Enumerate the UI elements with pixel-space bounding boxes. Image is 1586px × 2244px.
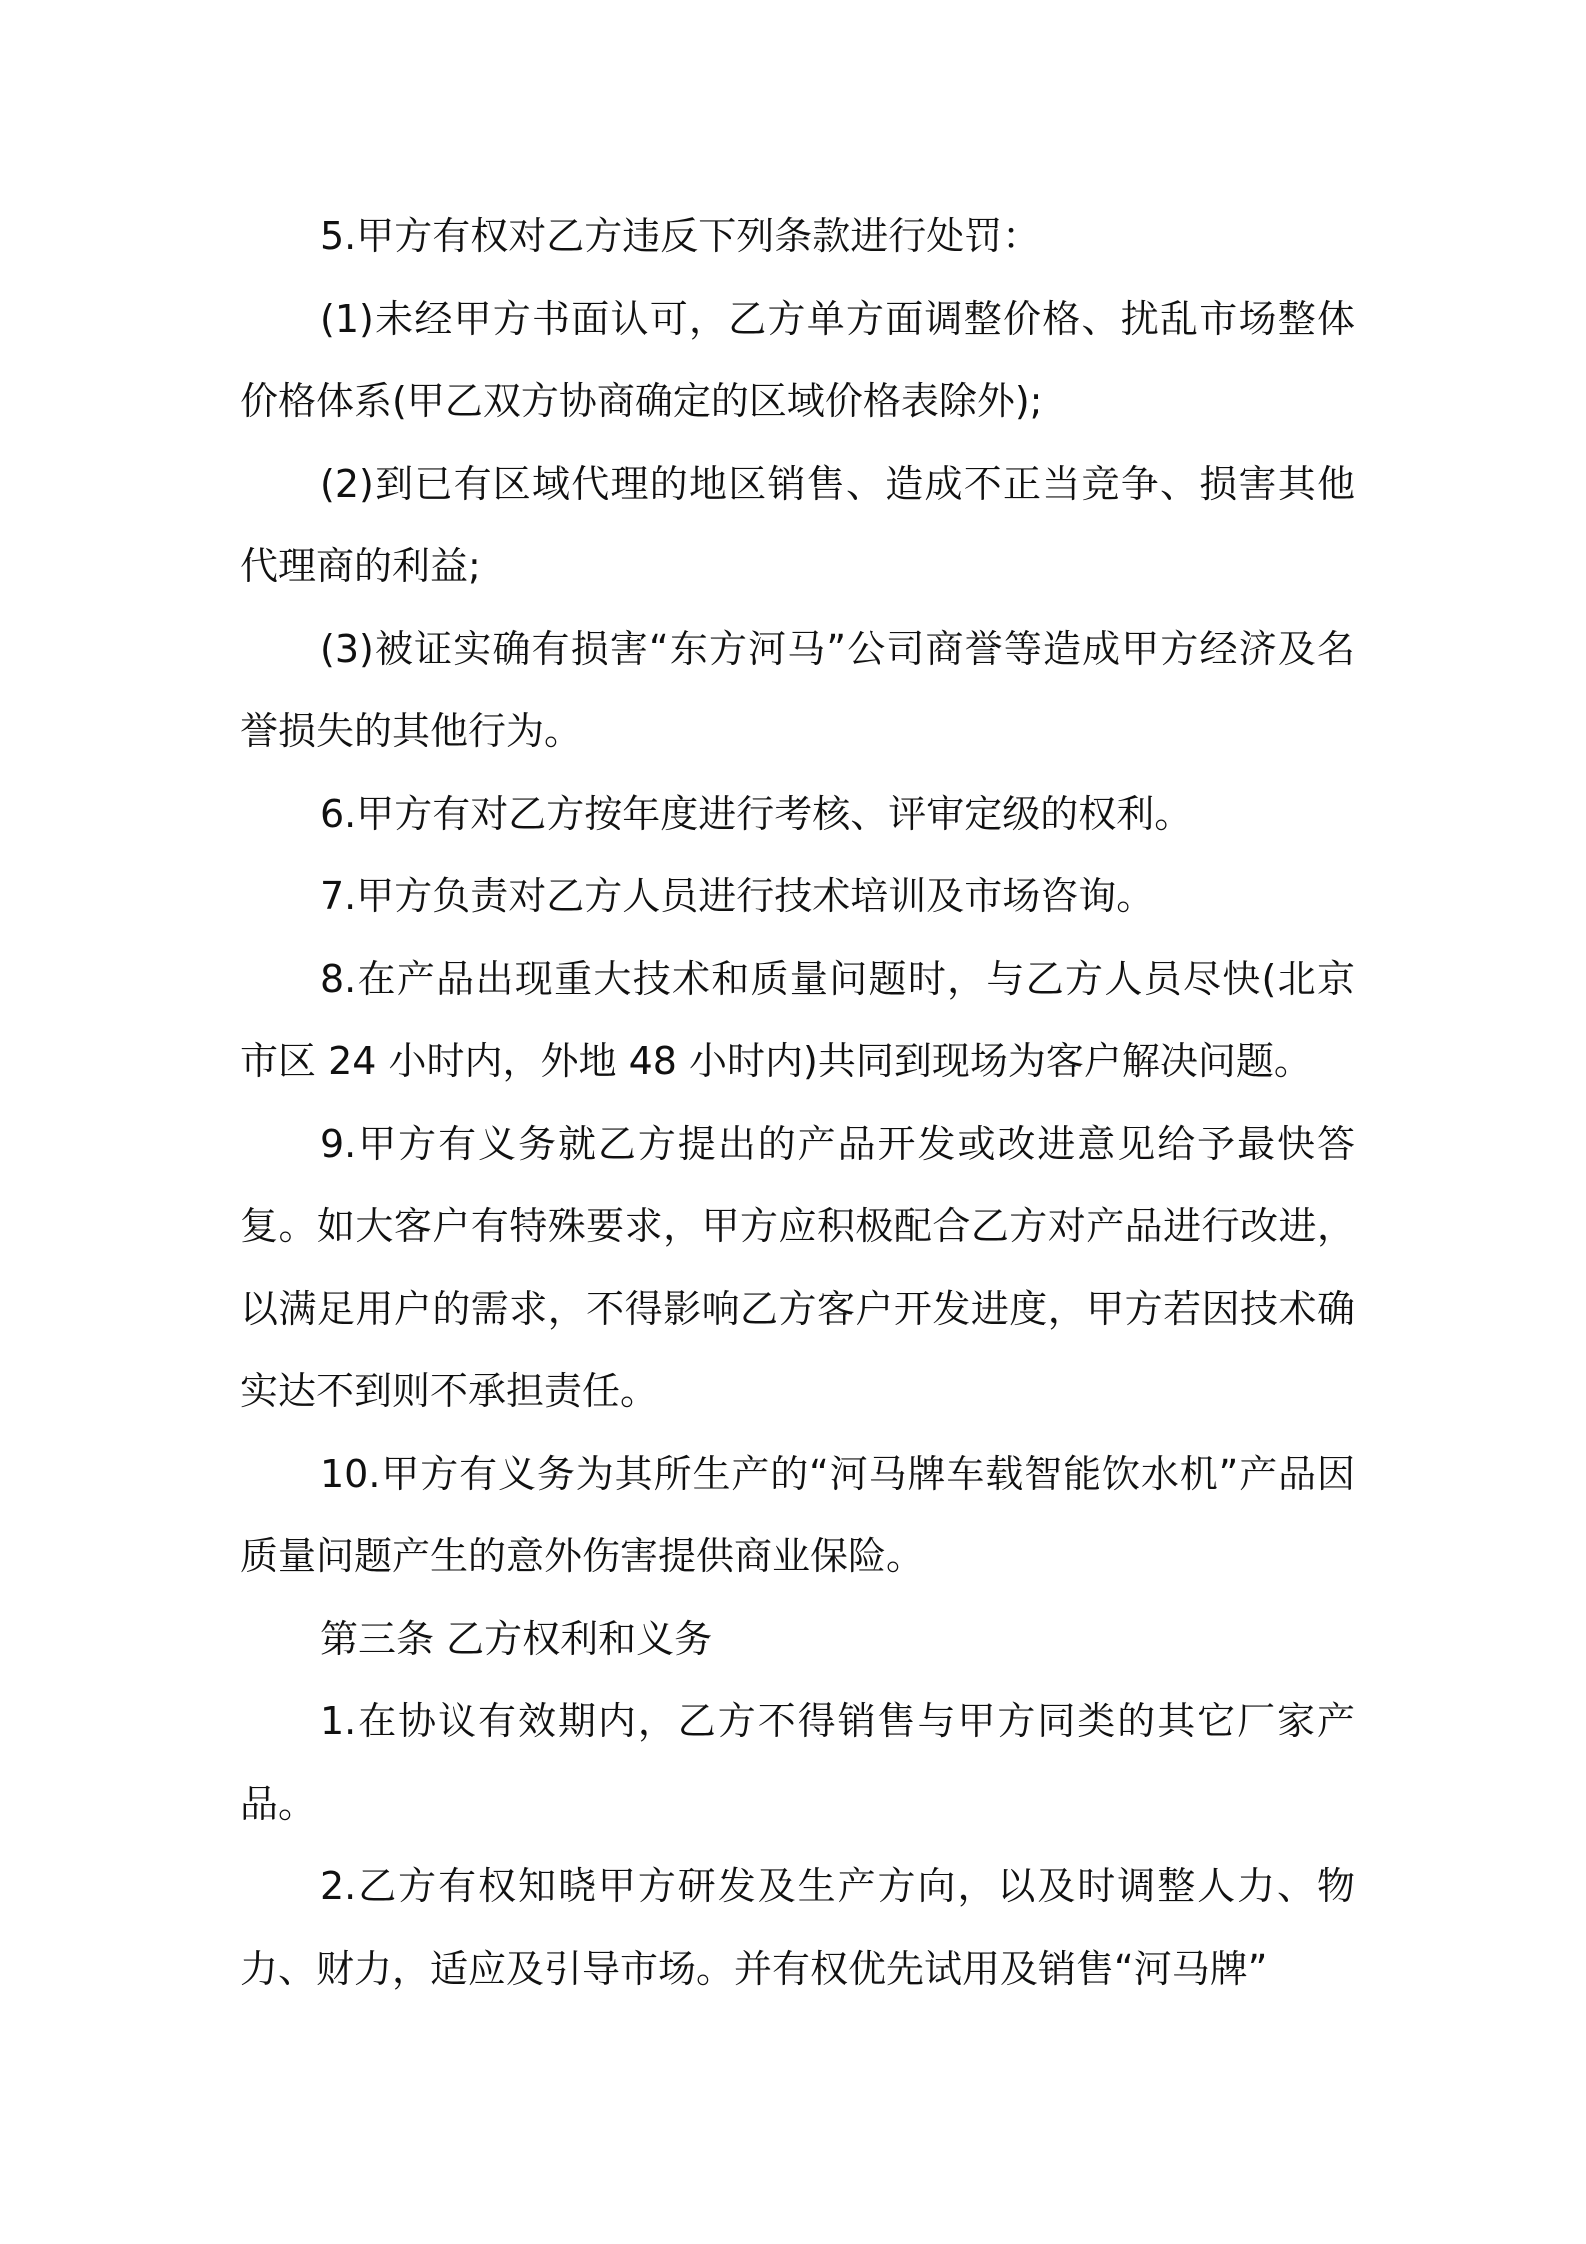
clause-9-paragraph: 9.甲方有义务就乙方提出的产品开发或改进意见给予最快答复。如大客户有特殊要求，甲方应积极配合乙方对产品进行改进，以满足用户的需求，不得影响乙方客户开发进度，甲方若因技术确实达不到则不承担责任。 (240, 1121, 1355, 1413)
clause-10-paragraph: 10.甲方有义务为其所生产的“河马牌车载智能饮水机”产品因质量问题产生的意外伤害提供商业保险。 (240, 1451, 1355, 1578)
clause-8-paragraph: 8.在产品出现重大技术和质量问题时，与乙方人员尽快(北京市区 24 小时内，外地 48 小时内)共同到现场为客户解决问题。 (240, 956, 1355, 1083)
clause-5-item-1-paragraph: (1)未经甲方书面认可，乙方单方面调整价格、扰乱市场整体价格体系(甲乙双方协商确定的区域价格表除外); (240, 296, 1355, 423)
clause-5-item-3-paragraph: (3)被证实确有损害“东方河马”公司商誉等造成甲方经济及名誉损失的其他行为。 (240, 626, 1355, 753)
document-body (240, 195, 1355, 2010)
article-3-clause-2-paragraph: 2.乙方有权知晓甲方研发及生产方向，以及时调整人力、物力、财力，适应及引导市场。并有权优先试用及销售“河马牌” (240, 1864, 1355, 1991)
article-3-clause-1-paragraph: 1.在协议有效期内，乙方不得销售与甲方同类的其它厂家产品。 (240, 1699, 1355, 1826)
clause-5-paragraph: 5.甲方有权对乙方违反下列条款进行处罚： (320, 214, 1041, 258)
clause-7-paragraph: 7.甲方负责对乙方人员进行技术培训及市场咨询。 (320, 874, 1155, 918)
article-3-heading: 第三条 乙方权利和义务 (320, 1616, 713, 1661)
clause-6-paragraph: 6.甲方有对乙方按年度进行考核、评审定级的权利。 (320, 791, 1193, 836)
clause-5-item-2-paragraph: (2)到已有区域代理的地区销售、造成不正当竞争、损害其他代理商的利益; (240, 461, 1355, 588)
